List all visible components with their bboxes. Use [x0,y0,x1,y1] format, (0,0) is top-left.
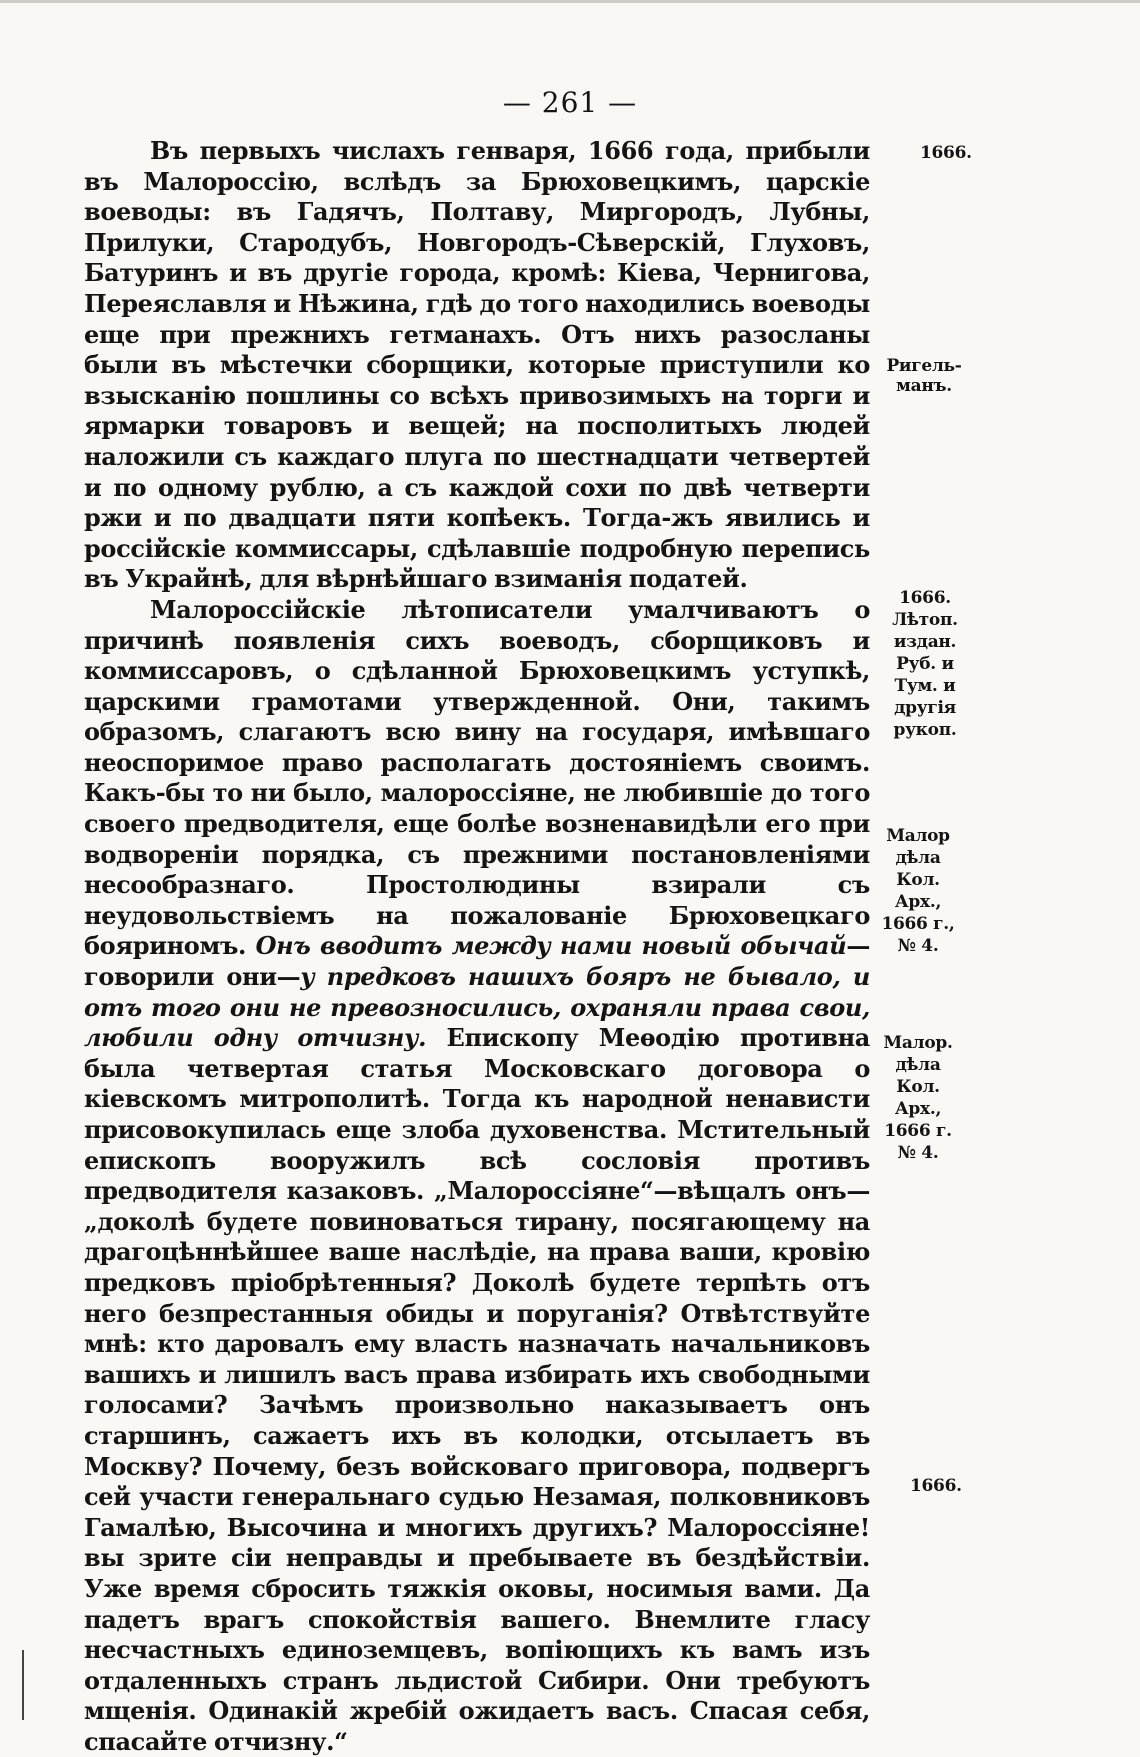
paragraph-2-text-c: Епископу Меѳодію противна была четвертая статья Московскаго договора о кіевскомъ митрополитѣ. Тогда къ народной ненависти присовокупилась еще злоба духовенства. Мстительный епископъ вооружилъ всѣ сословія противъ предводителя казаковъ. „Малороссіяне“—вѣщалъ онъ—„доколѣ будете повиноваться тирану, посягающему на драгоцѣннѣйшее ваше наслѣдіе, на права ваши, кровію предковъ пріобрѣтенныя? Доколѣ будете терпѣть отъ него безпрестанныя обиды и поруганія? Отвѣтствуйте мнѣ: кто даровалъ ему власть назначать начальниковъ вашихъ и лишилъ васъ права избирать ихъ свободными голосами? Зачѣмъ произвольно наказываетъ онъ старшинъ, сажаетъ ихъ въ колодки, отсылаетъ въ Москву? Почему, безъ войсковаго приговора, подвергъ сей участи генеральнаго судью Незамая, полковниковъ Гамалѣю, Высочина и многихъ другихъ? Малороссіяне! вы зрите сіи неправды и пребываете въ бездѣйствіи. Уже время сбросить тяжкія оковы, носимыя вами. Да падетъ врагъ спокойствія вашего. Внемлите гласу несчастныхъ единоземцевъ, вопіющихъ къ вамъ изъ отдаленныхъ странъ льдистой Сибири. Они требуютъ мщенія. Одинакій жребій ожидаетъ васъ. Спасая себя, спасайте отчизну.“ [84,1023,870,1756]
margin-note-source-chronicles: 1666. Лѣтоп. издан. Руб. и Тум. и другія рукоп. [892,588,958,740]
scan-edge [0,0,1140,3]
margin-note-source-rigelman: Ригель- манъ. [886,356,962,396]
paragraph-1 [84,136,870,595]
margin-note-source-archive-1: Малор дѣла Кол. Арх., 1666 г., № 4. [881,826,955,956]
margin-note-year: 1666. [920,143,972,163]
scan-artifact-mark [22,1650,24,1720]
paragraph-2-quote-a: Онъ вводитъ между нами новый обычай [255,931,847,961]
paragraph-2-text-a: Малороссійскіе лѣтописатели умалчиваютъ о причинѣ появленія сихъ воеводъ, сборщиковъ и коммиссаровъ, о сдѣланной Брюховецкимъ уступкѣ, царскими грамотами утвержденной. Они, такимъ образомъ, слагаютъ всю вину на государя, имѣвшаго неоспоримое право располагать достояніемъ своимъ. Какъ-бы то ни было, малороссіяне, не любившіе до того своего предводителя, еще болѣе возненавидѣли его при водвореніи порядка, съ прежними постановленіями несообразнаго. Простолюдины взирали съ неудовольствіемъ на пожалованіе Брюховецкаго бояриномъ. [84,594,870,961]
page-number: — 261 — [502,86,638,119]
paragraph-2-quote-b: у предковъ нашихъ бояръ не бывало, и отъ того они не превозносились, охраняли права свои, любили одну отчизну. [84,962,870,1053]
paragraph-1-text: Въ первыхъ числахъ генваря, 1666 года, прибыли въ Малороссію, вслѣдъ за Брюховецкимъ, царскіе воеводы: въ Гадячъ, Полтаву, Миргородъ, Лубны, Прилуки, Стародубъ, Новгородъ-Сѣверскій, Глуховъ, Батуринъ и въ другіе города, кромѣ: Кіева, Чернигова, Переяславля и Нѣжина, гдѣ до того находились воеводы еще при прежнихъ гетманахъ. Отъ нихъ разосланы были въ мѣстечки сборщики, которые приступили ко взысканію пошлины со всѣхъ привозимыхъ на торги и ярмарки товаровъ и вещей; на посполитыхъ людей наложили съ каждаго плуга по шестнадцати четвертей и по одному рублю, а съ каждой сохи по двѣ четверти ржи и по двадцати пяти копѣекъ. Тогда-жъ явились и россійскіе коммиссары, сдѣлавшіе подробную перепись въ Украйнѣ, для вѣрнѣйшаго взиманія податей. [84,136,870,594]
margin-note-source-archive-2: Малор. дѣла Кол. Арх., 1666 г. № 4. [883,1033,953,1163]
paragraph-2-text-b: —говорили они— [84,931,870,992]
paragraph-2 [84,595,870,1757]
main-text [84,136,870,1757]
margin-note-year-2: 1666. [910,1476,962,1496]
